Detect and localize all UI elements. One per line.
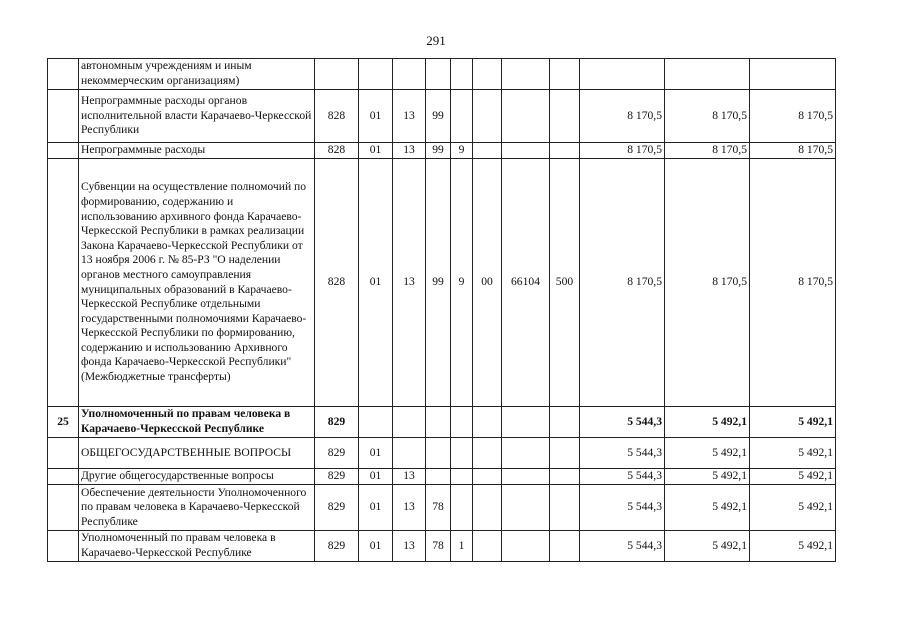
table-row <box>48 485 836 531</box>
cell-name: Непрограммные расходы <box>79 143 315 159</box>
cell-main-event <box>473 407 502 438</box>
cell-program <box>426 407 451 438</box>
cell-subprogram <box>451 469 473 485</box>
cell-name: Субвенции на осуществление полномочий по формированию, содержанию и использованию архивного фонда Карачаево-Черкесской Республики в рамках реализации Закона Карачаево-Черкесской Республики от 13 ноября 2006 г. № 85-РЗ "О наделении органов местного самоуправления муниципальных образований в Карачаево-Черкесской Республике отдельными государственными полномочиями Карачаево-Черкесской Республики по формированию, содержанию и использованию Архивного фонда Карачаево-Черкесской Республики" (Межбюджетные трансферты) <box>79 159 315 407</box>
cell-vr <box>550 407 580 438</box>
cell-subprogram: 1 <box>451 531 473 562</box>
cell-pr: 13 <box>393 143 426 159</box>
cell-name: Уполномоченный по правам человека в Карачаево-Черкесской Республике <box>79 531 315 562</box>
cell-gr: 829 <box>315 407 359 438</box>
cell-vr <box>550 143 580 159</box>
cell-row-number <box>48 159 79 407</box>
cell-amount-year-1: 8 170,5 <box>580 159 665 407</box>
table-row <box>48 143 836 159</box>
cell-amount-year-3: 8 170,5 <box>750 90 836 143</box>
cell-pr: 13 <box>393 531 426 562</box>
cell-subprogram <box>451 90 473 143</box>
cell-amount-year-3: 5 492,1 <box>750 531 836 562</box>
cell-gr: 828 <box>315 90 359 143</box>
cell-direction: 66104 <box>502 159 550 407</box>
cell-main-event <box>473 485 502 531</box>
cell-amount-year-1 <box>580 59 665 90</box>
cell-name: Непрограммные расходы органов исполнительной власти Карачаево-Черкесской Республики <box>79 90 315 143</box>
cell-rz <box>359 407 393 438</box>
cell-amount-year-1: 5 544,3 <box>580 531 665 562</box>
cell-main-event: 00 <box>473 159 502 407</box>
cell-amount-year-2 <box>665 59 750 90</box>
cell-pr: 13 <box>393 485 426 531</box>
cell-amount-year-1: 5 544,3 <box>580 469 665 485</box>
cell-vr <box>550 59 580 90</box>
cell-program <box>426 438 451 469</box>
cell-direction <box>502 143 550 159</box>
cell-gr: 829 <box>315 469 359 485</box>
table-row <box>48 90 836 143</box>
cell-row-number: 25 <box>48 407 79 438</box>
cell-program: 99 <box>426 159 451 407</box>
cell-rz <box>359 59 393 90</box>
cell-name: ОБЩЕГОСУДАРСТВЕННЫЕ ВОПРОСЫ <box>79 438 315 469</box>
cell-name: автономным учреждениям и иным некоммерческим организациям) <box>79 59 315 90</box>
cell-gr <box>315 59 359 90</box>
cell-direction <box>502 59 550 90</box>
cell-amount-year-2: 8 170,5 <box>665 143 750 159</box>
cell-subprogram <box>451 438 473 469</box>
cell-amount-year-3: 8 170,5 <box>750 143 836 159</box>
cell-vr: 500 <box>550 159 580 407</box>
cell-vr <box>550 90 580 143</box>
cell-direction <box>502 438 550 469</box>
cell-name: Обеспечение деятельности Уполномоченного по правам человека в Карачаево-Черкесской Республике <box>79 485 315 531</box>
table-row <box>48 407 836 438</box>
cell-row-number <box>48 485 79 531</box>
cell-main-event <box>473 143 502 159</box>
cell-program: 99 <box>426 90 451 143</box>
cell-rz: 01 <box>359 469 393 485</box>
cell-row-number <box>48 143 79 159</box>
cell-amount-year-3: 5 492,1 <box>750 438 836 469</box>
cell-gr: 828 <box>315 143 359 159</box>
cell-row-number <box>48 59 79 90</box>
cell-direction <box>502 531 550 562</box>
cell-pr <box>393 438 426 469</box>
cell-direction <box>502 90 550 143</box>
table-row <box>48 159 836 407</box>
cell-amount-year-1: 5 544,3 <box>580 438 665 469</box>
cell-main-event <box>473 59 502 90</box>
cell-gr: 828 <box>315 159 359 407</box>
cell-vr <box>550 469 580 485</box>
cell-program: 78 <box>426 531 451 562</box>
cell-main-event <box>473 469 502 485</box>
cell-subprogram: 9 <box>451 143 473 159</box>
table-row <box>48 59 836 90</box>
cell-amount-year-3 <box>750 59 836 90</box>
table-row <box>48 438 836 469</box>
cell-gr: 829 <box>315 485 359 531</box>
cell-rz: 01 <box>359 159 393 407</box>
cell-main-event <box>473 90 502 143</box>
cell-amount-year-3: 5 492,1 <box>750 407 836 438</box>
cell-amount-year-2: 5 492,1 <box>665 531 750 562</box>
cell-amount-year-1: 8 170,5 <box>580 143 665 159</box>
cell-pr: 13 <box>393 90 426 143</box>
cell-pr <box>393 59 426 90</box>
cell-rz: 01 <box>359 485 393 531</box>
cell-vr <box>550 485 580 531</box>
cell-amount-year-2: 5 492,1 <box>665 485 750 531</box>
cell-amount-year-3: 8 170,5 <box>750 159 836 407</box>
cell-program <box>426 59 451 90</box>
cell-name: Уполномоченный по правам человека в Карачаево-Черкесской Республике <box>79 407 315 438</box>
table-row <box>48 469 836 485</box>
cell-row-number <box>48 438 79 469</box>
cell-amount-year-2: 8 170,5 <box>665 90 750 143</box>
cell-vr <box>550 531 580 562</box>
table-body <box>48 59 836 562</box>
cell-gr: 829 <box>315 531 359 562</box>
cell-program: 78 <box>426 485 451 531</box>
cell-vr <box>550 438 580 469</box>
cell-name: Другие общегосударственные вопросы <box>79 469 315 485</box>
cell-amount-year-1: 8 170,5 <box>580 90 665 143</box>
cell-amount-year-2: 5 492,1 <box>665 407 750 438</box>
cell-amount-year-3: 5 492,1 <box>750 469 836 485</box>
cell-rz: 01 <box>359 531 393 562</box>
cell-subprogram <box>451 485 473 531</box>
cell-rz: 01 <box>359 90 393 143</box>
cell-row-number <box>48 469 79 485</box>
cell-pr: 13 <box>393 469 426 485</box>
cell-row-number <box>48 90 79 143</box>
cell-direction <box>502 485 550 531</box>
cell-pr: 13 <box>393 159 426 407</box>
cell-amount-year-1: 5 544,3 <box>580 485 665 531</box>
cell-amount-year-2: 5 492,1 <box>665 438 750 469</box>
cell-amount-year-1: 5 544,3 <box>580 407 665 438</box>
cell-program: 99 <box>426 143 451 159</box>
cell-pr <box>393 407 426 438</box>
cell-direction <box>502 407 550 438</box>
page-number: 291 <box>426 33 446 48</box>
cell-subprogram <box>451 407 473 438</box>
cell-main-event <box>473 531 502 562</box>
cell-rz: 01 <box>359 438 393 469</box>
cell-main-event <box>473 438 502 469</box>
cell-amount-year-3: 5 492,1 <box>750 485 836 531</box>
table-row <box>48 531 836 562</box>
cell-direction <box>502 469 550 485</box>
budget-table <box>47 58 836 562</box>
cell-row-number <box>48 531 79 562</box>
cell-subprogram <box>451 59 473 90</box>
cell-program <box>426 469 451 485</box>
cell-amount-year-2: 5 492,1 <box>665 469 750 485</box>
cell-rz: 01 <box>359 143 393 159</box>
cell-subprogram: 9 <box>451 159 473 407</box>
cell-gr: 829 <box>315 438 359 469</box>
cell-amount-year-2: 8 170,5 <box>665 159 750 407</box>
